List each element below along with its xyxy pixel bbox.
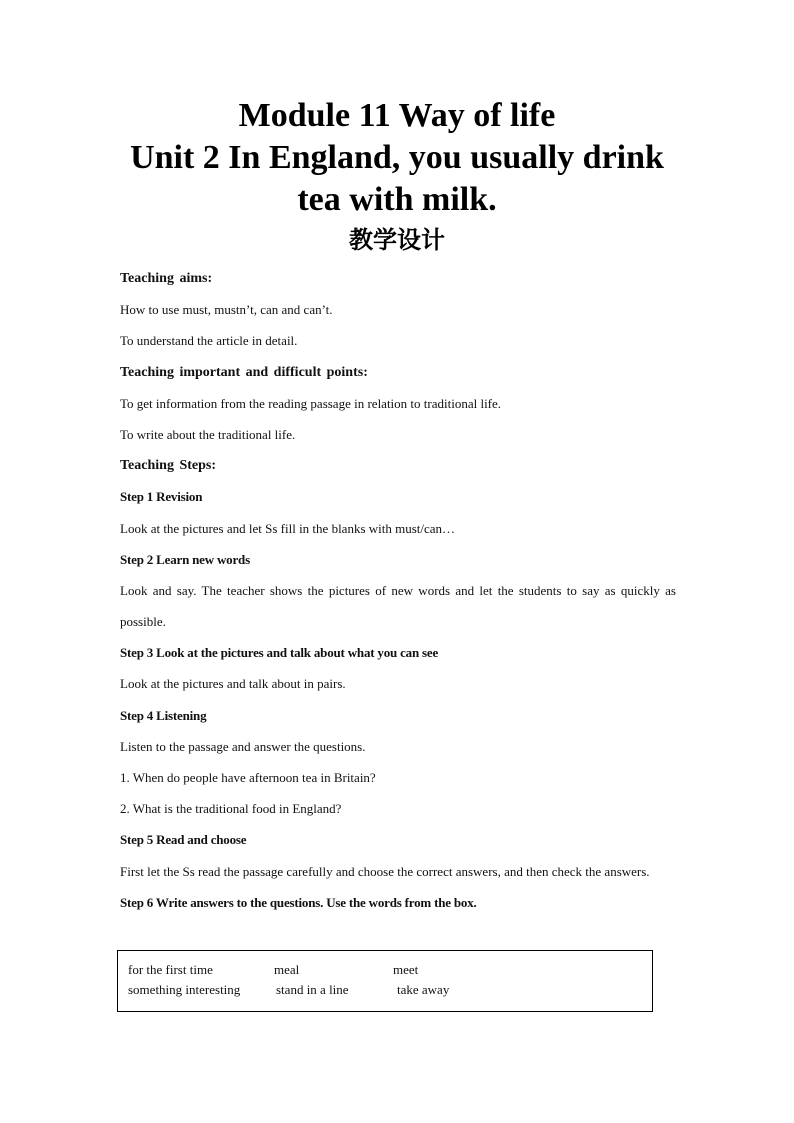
word-box (117, 950, 653, 1012)
step-2-title: Step 2 Learn new words (120, 551, 250, 567)
listening-question: 1. When do people have afternoon tea in Britain? (120, 770, 376, 786)
step-4-text: Listen to the passage and answer the questions. (120, 738, 366, 754)
unit-title: Unit 2 In England, you usually drink (130, 139, 664, 176)
point-item: To get information from the reading passage in relation to traditional life. (120, 395, 502, 411)
aim-item: How to use must, mustn’t, can and can’t. (120, 302, 333, 318)
step-1-text: Look at the pictures and let Ss fill in the blanks with must/can… (120, 520, 456, 536)
step-3-title: Step 3 Look at the pictures and talk about what you can see (120, 645, 439, 661)
step-2-text: Look and say. The teacher shows the pictures of new words and let the students to say as quickly as possible. (120, 582, 676, 630)
step-3-text: Look at the pictures and talk about in pairs. (120, 676, 346, 692)
teaching-steps-heading: Teaching Steps: (120, 458, 217, 474)
word-box-item: meet (393, 962, 419, 977)
word-box-item: stand in a line (276, 982, 349, 997)
lesson-plan-body (120, 263, 676, 918)
step-1-title: Step 1 Revision (120, 489, 203, 505)
word-box-item: take away (397, 982, 450, 997)
word-box-item: meal (274, 962, 300, 977)
teaching-points-heading: Teaching important and difficult points: (120, 364, 368, 380)
word-box-item: for the first time (128, 962, 213, 977)
step-6-title: Step 6 Write answers to the questions. Use the words from the box. (120, 894, 477, 910)
document-subtitle: 教学设计 (349, 225, 445, 254)
title-block (0, 95, 794, 257)
aim-item: To understand the article in detail. (120, 333, 298, 349)
step-5-title: Step 5 Read and choose (120, 832, 247, 848)
step-4-title: Step 4 Listening (120, 707, 207, 723)
module-title: Module 11 Way of life (238, 97, 556, 134)
listening-question: 2. What is the traditional food in England? (120, 801, 342, 817)
step-5-text: First let the Ss read the passage carefully and choose the correct answers, and then check the answers. (120, 863, 650, 879)
point-item: To write about the traditional life. (120, 426, 296, 442)
word-box-item: something interesting (128, 982, 241, 997)
unit-title-continued: tea with milk. (297, 181, 497, 218)
teaching-aims-heading: Teaching aims: (120, 271, 213, 286)
